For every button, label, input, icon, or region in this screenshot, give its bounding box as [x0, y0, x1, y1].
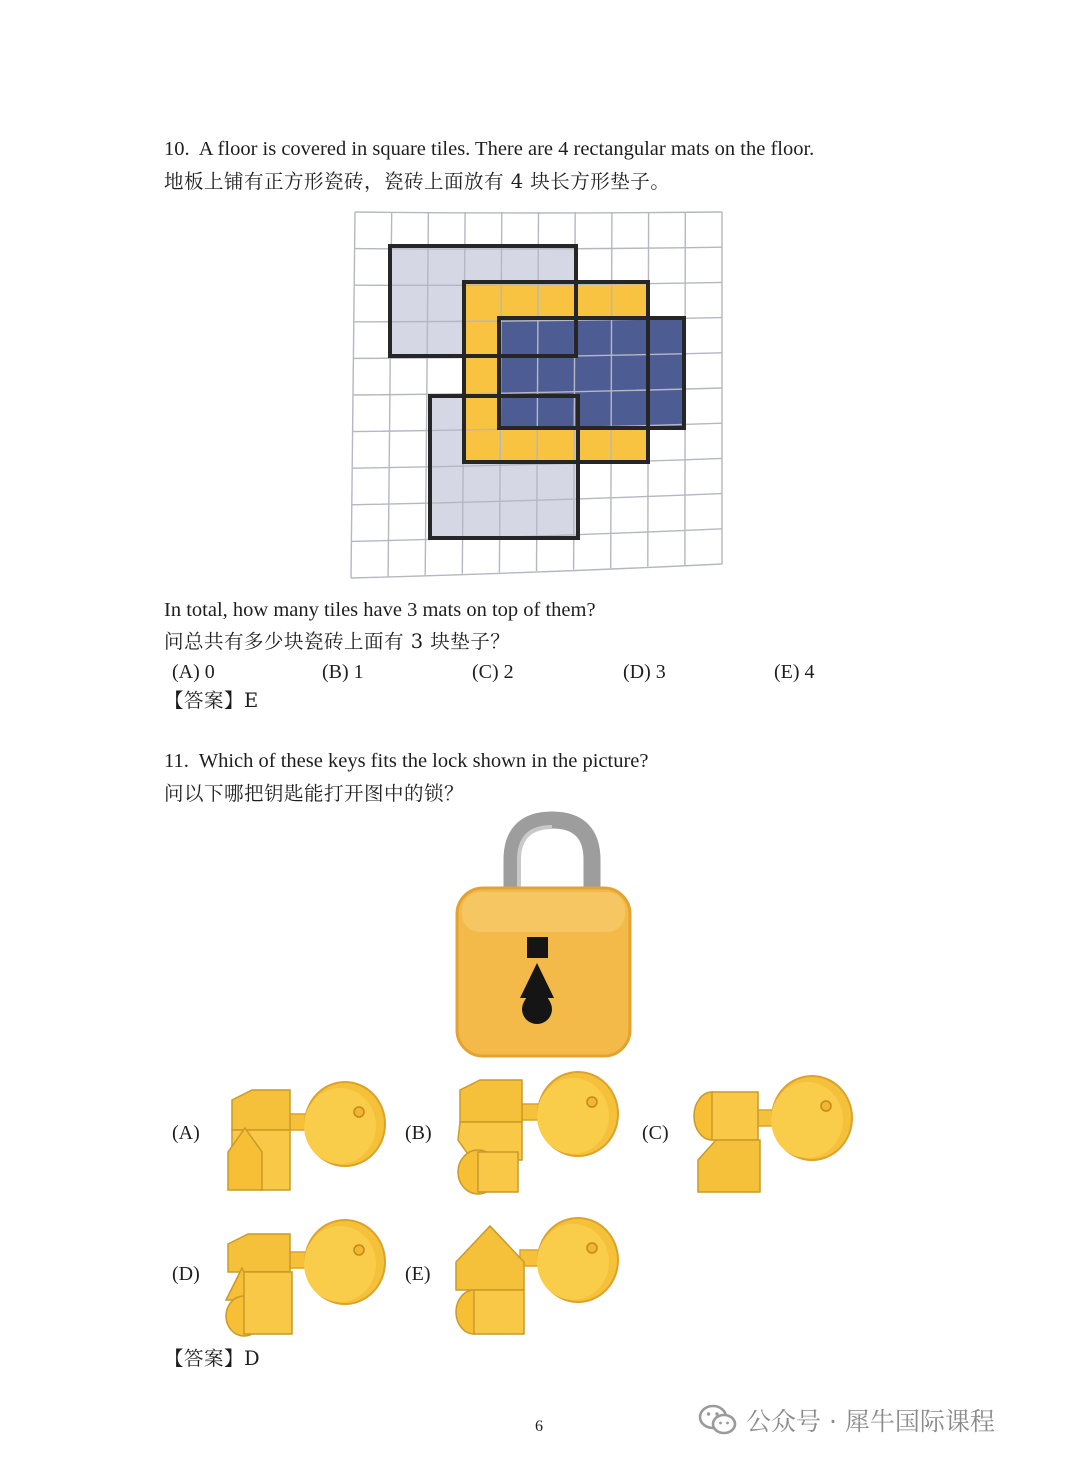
q10-text-cn: 地板上铺有正方形瓷砖，瓷砖上面放有 4 块长方形垫子。: [164, 170, 671, 193]
grid-line-vertical: [574, 212, 576, 570]
key-d: [226, 1220, 385, 1336]
keyhole-triangle: [520, 963, 554, 998]
padlock-shackle: [512, 820, 592, 895]
grid-line-vertical: [351, 212, 355, 578]
key-label-d: (D): [172, 1263, 200, 1285]
q10-option-a: (A) 0: [172, 661, 215, 683]
q10-option-d: (D) 3: [623, 661, 666, 683]
key-c: [694, 1076, 852, 1192]
grid-line-vertical: [425, 212, 428, 575]
grid-line-horizontal: [354, 318, 722, 322]
key-e: [456, 1218, 618, 1334]
q10-option-e: (E) 4: [774, 661, 815, 683]
padlock-body: [457, 888, 630, 1056]
grid-line-horizontal: [351, 564, 722, 578]
grey-mat-top: [390, 246, 576, 356]
grid-line-horizontal: [351, 529, 722, 542]
grid-line-vertical: [537, 212, 539, 571]
watermark-text: 公众号 · 犀牛国际课程: [746, 1407, 995, 1436]
grid-line-horizontal: [353, 388, 722, 395]
grid-line-horizontal: [354, 282, 722, 285]
grid-line-horizontal: [353, 353, 722, 359]
grid-line-vertical: [388, 212, 392, 577]
wechat-icon: [698, 1403, 738, 1437]
q10-option-c: (C) 2: [472, 661, 514, 683]
q10-prompt-en: [164, 137, 814, 162]
q11-text-en: Which of these keys fits the lock shown in the picture?: [198, 750, 649, 772]
key-b: [458, 1072, 618, 1194]
grid-line-horizontal: [355, 212, 722, 213]
q10-answer: 【答案】E: [164, 689, 259, 712]
q10-text-en: A floor is covered in square tiles. There are 4 rectangular mats on the floor.: [198, 138, 815, 160]
q10-option-b: (B) 1: [322, 661, 364, 683]
blue-mat: [499, 318, 684, 428]
q11-prompt-en: [164, 749, 649, 774]
grid-line-horizontal: [355, 247, 722, 249]
key-label-a: (A): [172, 1122, 200, 1144]
key-label-c: (C): [642, 1122, 669, 1144]
page-number: 6: [535, 1418, 543, 1435]
keyhole-drop: [522, 986, 552, 1024]
grid-line-horizontal: [353, 423, 722, 431]
q11-answer: 【答案】D: [164, 1347, 261, 1370]
q11-text-cn: 问以下哪把钥匙能打开图中的锁？: [164, 782, 465, 805]
q10-question-en: In total, how many tiles have 3 mats on top of them?: [164, 599, 596, 621]
yellow-mat: [464, 282, 648, 462]
grid-line-horizontal: [352, 458, 722, 468]
q10-number: 10.: [164, 138, 190, 160]
grid-line-vertical: [499, 212, 501, 572]
grid-line-horizontal: [352, 494, 722, 505]
grey-mat-bottom: [430, 396, 578, 538]
q11-number: 11.: [164, 750, 189, 772]
key-a: [228, 1082, 385, 1190]
grid-line-vertical: [648, 212, 649, 567]
grid-line-vertical: [462, 212, 465, 574]
watermark: [698, 1400, 995, 1440]
key-label-b: (B): [405, 1122, 432, 1144]
key-label-e: (E): [405, 1263, 431, 1285]
q10-question-cn: 问总共有多少块瓷砖上面有 3 块垫子？: [164, 630, 511, 653]
grid-line-vertical: [611, 212, 612, 568]
keyhole-square: [527, 937, 548, 958]
